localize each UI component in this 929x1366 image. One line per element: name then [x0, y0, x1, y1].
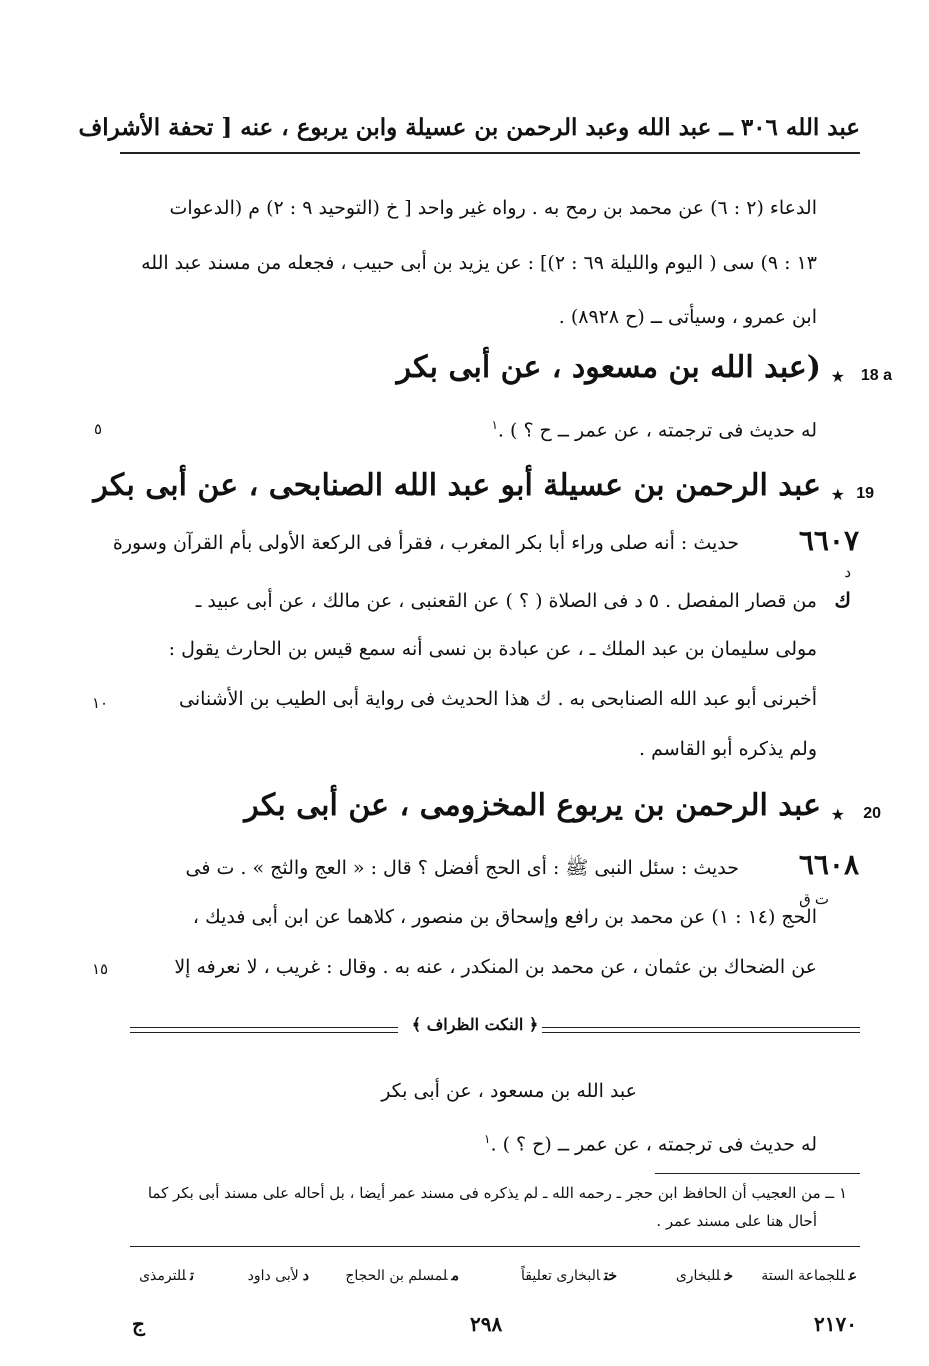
legend-item: تللترمذى	[139, 1268, 194, 1284]
nukat-note: له حديث فى ترجمته ، عن عمر ــ (ح ؟ ) .$^١$	[484, 1132, 817, 1156]
header-title: عبد الله ٣٠٦ ــ عبد الله وعبد الرحمن بن عسيلة وابن يربوع ، عنه [ تحفة الأشراف	[78, 114, 860, 141]
hadith-6607-line-1: حديث : أنه صلى وراء أبا بكر المغرب ، فقرأ فى الركعة الأولى بأم القرآن وسورة	[112, 532, 739, 554]
entry-note-18a: له حديث فى ترجمته ، عن عمر ــ ح ؟ ) .$^١$	[491, 418, 817, 442]
legend-item: ختالبخارى تعليقاً	[521, 1268, 617, 1284]
running-number: ٢١٧٠	[814, 1312, 857, 1336]
entry-heading-20: عبد الرحمن بن يربوع المخزومى ، عن أبى بكر	[244, 788, 821, 823]
margin-mark: ٥	[94, 421, 103, 438]
divider-rule-right	[542, 1027, 860, 1033]
nukat-heading: عبد الله بن مسعود ، عن أبى بكر	[381, 1080, 637, 1102]
legend-item: عللجماعة الستة	[761, 1268, 857, 1284]
nukat-divider	[130, 1015, 860, 1045]
continuation-line-2: ١٣ : ٩) سى ( اليوم والليلة ٦٩ : ٢)] : عن يزيد بن أبى حبيب ، فجعله من مسند عبد الله	[141, 252, 817, 274]
legend-item: خللبخارى	[675, 1268, 733, 1284]
footnote-rule	[655, 1173, 860, 1174]
hadith-6608-line-3: عن الضحاك بن عثمان ، عن محمد بن المنكدر ، عنه به . وقال : غريب ، لا نعرفه إلا	[174, 956, 817, 978]
legend-item: ملمسلم بن الحجاج	[345, 1268, 459, 1284]
hadith-6607-line-3: مولى سليمان بن عبد الملك ـ ، عن عبادة بن نسى أنه سمع قيس بن الحارث يقول :	[168, 638, 817, 660]
entry-number-19: 19	[856, 485, 874, 502]
legend-rule	[130, 1246, 860, 1247]
entry-number-18a: 18 a	[860, 367, 892, 384]
footnote-line-2: أحال هنا على مسند عمر .	[656, 1212, 817, 1230]
hadith-number-6608: ٦٦٠٨	[798, 848, 859, 881]
entry-star: ★	[830, 367, 845, 386]
line-marker-10: ١٠	[92, 695, 109, 712]
entry-number-20: 20	[863, 805, 881, 822]
running-header	[78, 112, 860, 154]
hadith-number-6607: ٦٦٠٧	[798, 524, 859, 557]
legend-item: دلأبى داود	[247, 1268, 309, 1284]
continuation-line-3: ابن عمرو ، وسيأتى ــ (ح ٨٩٢٨) .	[558, 306, 817, 328]
hadith-6607-line-5: ولم يذكره أبو القاسم .	[639, 738, 817, 760]
side-symbol-taq: ت ق	[799, 891, 829, 908]
footer-left-mark: ج	[132, 1312, 145, 1336]
continuation-line-1: الدعاء (٢ : ٦) عن محمد بن رمح به . رواه غير واحد [ خ (التوحيد ٩ : ٢) م (الدعوات	[169, 197, 817, 219]
hadith-6608-line-1: حديث : سئل النبى ﷺ : أى الحج أفضل ؟ قال : « العج والثج » . ت فى	[185, 857, 739, 879]
footnote-line-1: ١ ــ من العجيب أن الحافظ ابن حجر ـ رحمه الله ـ لم يذكره فى مسند عمر أيضا ، بل أحاله على مسند أبى بكر كما	[147, 1184, 847, 1202]
entry-heading-18a: (عبد الله بن مسعود ، عن أبى بكر	[396, 350, 821, 385]
line-marker-15: ١٥	[92, 961, 109, 978]
entry-heading-19: عبد الرحمن بن عسيلة أبو عبد الله الصنابحى ، عن أبى بكر	[93, 468, 821, 503]
hadith-6607-line-2: من قصار المفصل . ٥ د فى الصلاة ( ؟ ) عن القعنبى ، عن مالك ، عن أبى عبيد ـ	[195, 590, 817, 612]
page-number: ٢٩٨	[470, 1312, 503, 1336]
side-symbol-kaf: ك	[834, 588, 851, 612]
hadith-6607-line-4: أخبرنى أبو عبد الله الصنابحى به . ك هذا الحديث فى رواية أبى الطيب بن الأشنانى	[179, 688, 817, 710]
side-symbol-dal: د	[844, 564, 851, 581]
entry-star: ★	[830, 805, 845, 824]
hadith-6608-line-2: الحج (١٤ : ١) عن محمد بن رافع وإسحاق بن منصور ، كلاهما عن ابن أبى فديك ،	[192, 906, 817, 928]
entry-star: ★	[830, 485, 845, 504]
nukat-label: ﴿ النكت الظراف ﴾	[411, 1015, 539, 1034]
divider-rule-left	[130, 1027, 398, 1033]
